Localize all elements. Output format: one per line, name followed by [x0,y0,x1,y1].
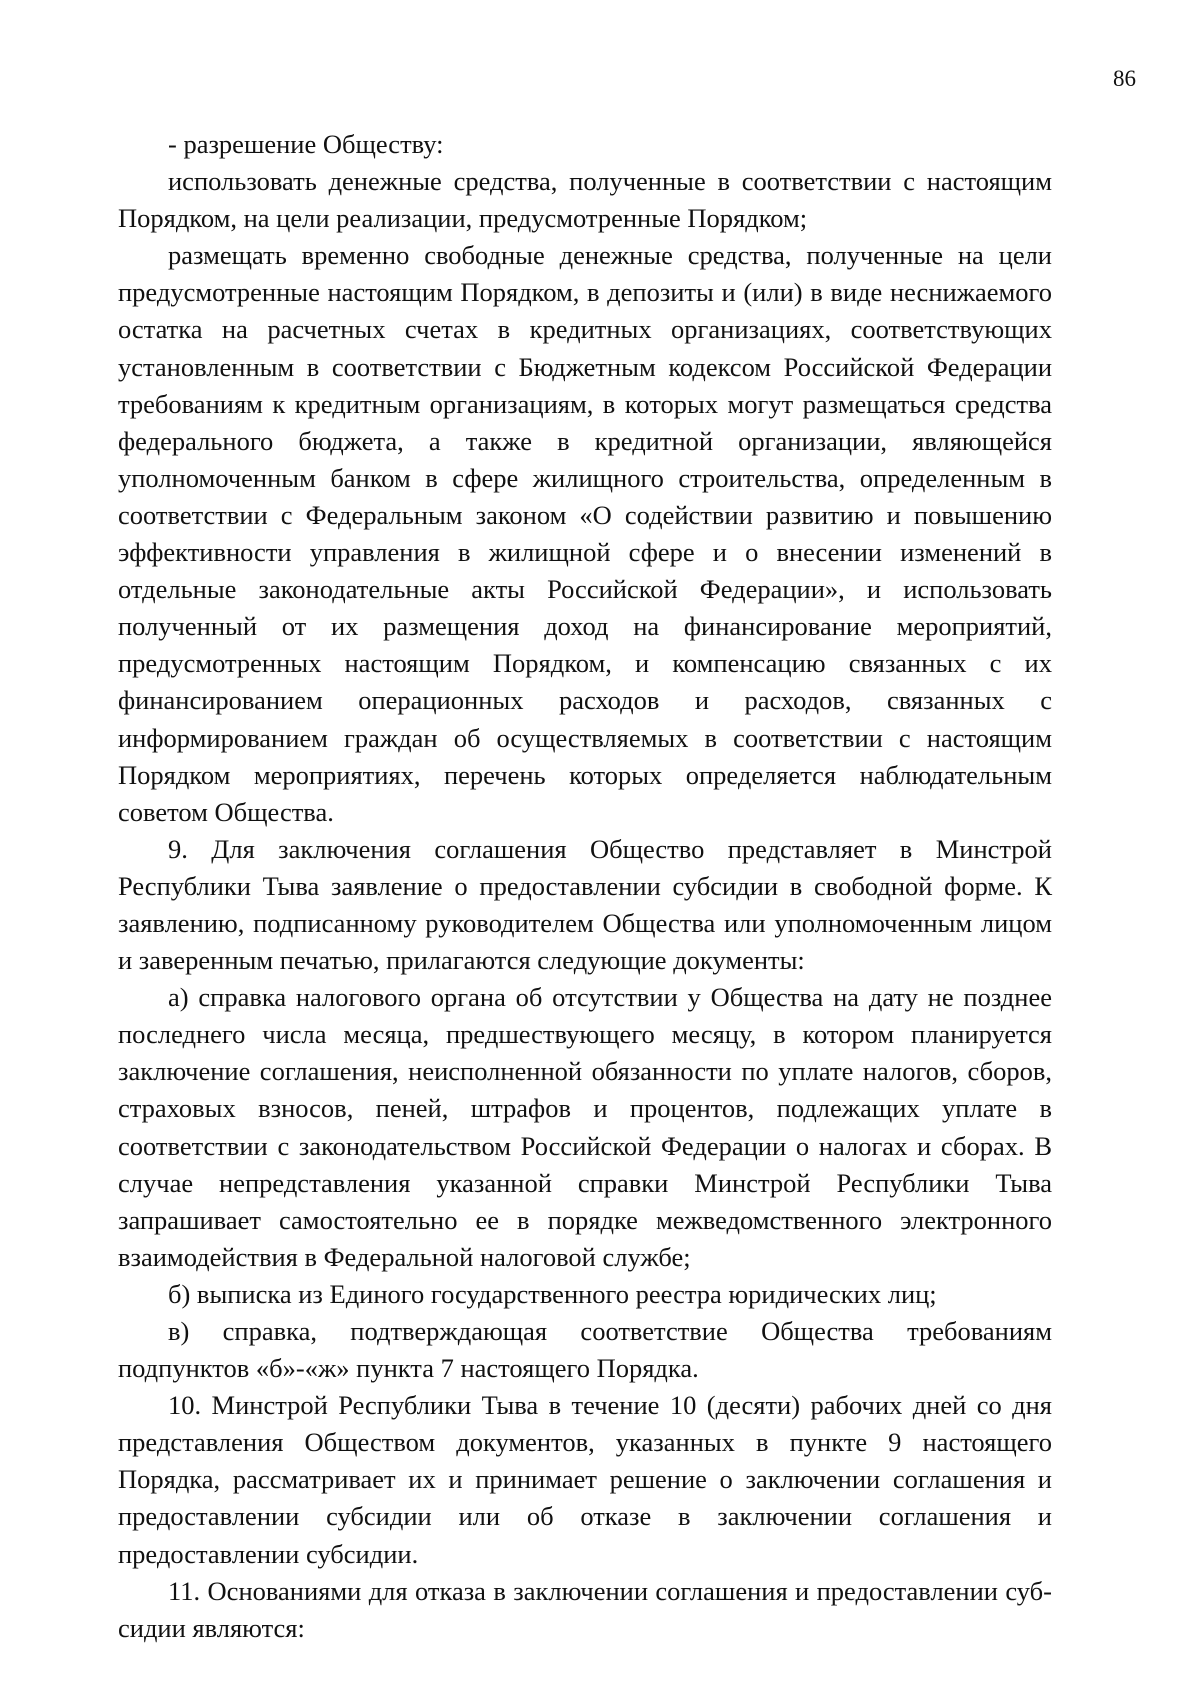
paragraph-use-funds: использовать денежные средства, полученные в соответствии с настоящим Порядком, на цели реализации, предусмотренные Порядком; [118,166,1052,234]
paragraph-permission-intro: - разрешение Обществу: [168,129,444,159]
paragraph-item-9b: б) выписка из Единого государственного реестра юридических лиц; [168,1278,937,1309]
paragraph-item-11: 11. Основаниями для отказа в заключении соглашения и предоставлении субсидии являются: [118,1575,1052,1643]
paragraph-place-funds: размещать временно свободные денежные средства, полученные на цели предусмотренные настоящим Порядком, в депозиты и (или) в виде неснижаемого остатка на расчетных счетах в кредитных организациях, соответствующих установленным в соответствии с Бюджетным кодексом Российской Федерации требованиям к кредитным организациям, в которых могут размещаться средства федерального бюджета, а также в кредитной организации, являющейся уполномоченным банком в сфере жилищного строительства, определенным в соответствии с Федеральным законом «О содействии развитию и повышению эффективности управления в жилищной сфере и о внесении изменений в отдельные законодательные акты Российской Федерации», и использовать полученный от их размещения доход на финансирование мероприятий, предусмотренных настоящим Порядком, и компенсацию связанных с их финансированием операционных расходов и расходов, связанных с информированием граждан об осуществляемых в соответствии с настоящим Порядком мероприятиях, перечень которых определяется наблюдательным советом Общества. [118,240,1052,827]
paragraph-item-10: 10. Минстрой Республики Тыва в течение 10 (десяти) рабочих дней со дня представления Обществом документов, указанных в пункте 9 настоящего Порядка, рассматривает их и принимает решение о заключении соглашения и предоставлении субсидии или об отказе в заключении соглашения и предоставлении субсидии. [118,1390,1052,1569]
paragraph-item-9a: а) справка налогового органа об отсутствии у Общества на дату не позднее последнего числа месяца, предшествующего месяцу, в котором планируется заключение соглашения, неисполненной обязанности по уплате налогов, сборов, страховых взносов, пеней, штрафов и процентов, подлежащих уплате в соответствии с законодательством Российской Федерации о налогах и сборах. В случае непредставления указанной справки Минстрой Республики Тыва запрашивает самостоятельно ее в порядке межведомственного электронного взаимодействия в Федеральной налоговой службе; [118,982,1052,1272]
page-number: 86 [1113,66,1136,91]
paragraph-item-9v: в) справка, подтверждающая соответствие Общества требованиям подпунктов «б»-«ж» пункта 7 настоящего Порядка. [118,1316,1052,1384]
document-body [118,126,1052,1647]
paragraph-item-9: 9. Для заключения соглашения Общество представляет в Минстрой Республики Тыва заявление о предоставлении субсидии в свободной форме. К заявлению, подписанному руководителем Общества или уполномоченным лицом и заверенным печатью, прилагаются следующие документы: [118,833,1052,976]
